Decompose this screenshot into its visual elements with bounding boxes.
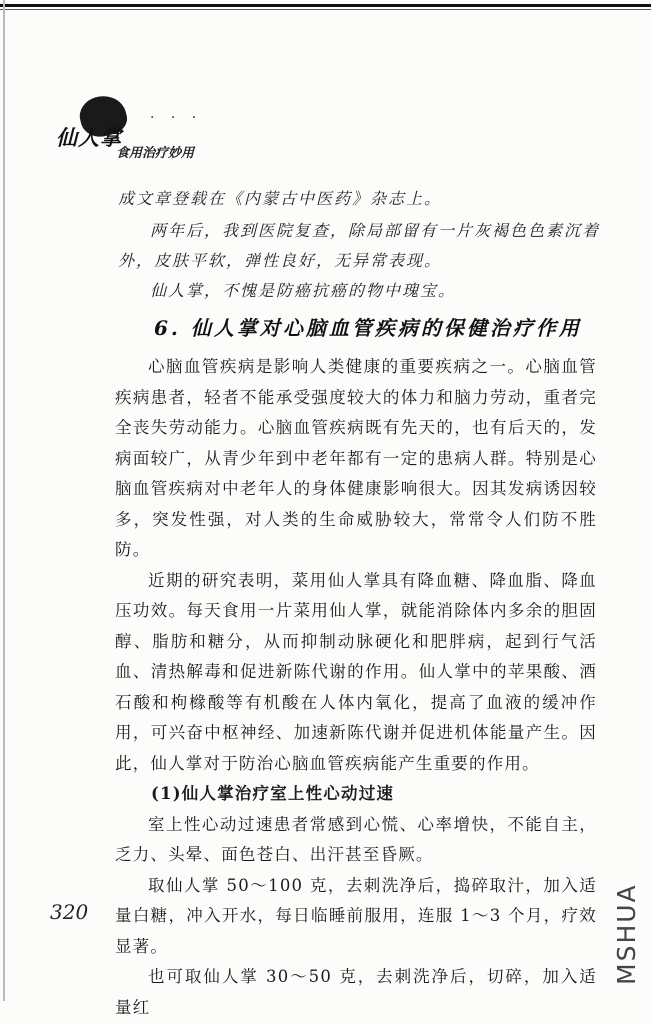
top-rule-thin bbox=[0, 9, 651, 10]
page-number: 320 bbox=[50, 900, 89, 924]
top-rule bbox=[0, 4, 651, 7]
logo-dots: · · · bbox=[150, 110, 203, 126]
text-line: 外，皮肤平软，弹性良好，无异常表现。 bbox=[118, 251, 443, 270]
subheading: (1)仙人掌治疗室上性心动过速 bbox=[151, 784, 395, 803]
watermark: MSHUA bbox=[612, 883, 641, 985]
paragraph: 也可取仙人掌 30～50 克，去刺洗净后，切碎，加入适量红 bbox=[115, 967, 597, 1017]
section-body bbox=[115, 352, 597, 1023]
text-line: 两年后，我到医院复查，除局部留有一片灰褐色色素沉着 bbox=[150, 221, 601, 240]
paragraph: 室上性心动过速患者常感到心慌、心率增快，不能自主，乏力、头晕、面色苍白、出汗甚至昏厥。 bbox=[115, 814, 597, 864]
page-edge bbox=[3, 0, 5, 1001]
text-line: 仙人掌，不愧是防癌抗癌的物中瑰宝。 bbox=[150, 281, 457, 300]
book-logo bbox=[50, 92, 240, 172]
book-title: 仙人掌 bbox=[56, 125, 122, 150]
text-line: 成文章登载在《内蒙古中医药》杂志上。 bbox=[118, 189, 443, 208]
paragraph: 取仙人掌 50～100 克，去刺洗净后，捣碎取汁，加入适量白糖，冲入开水，每日临睡前服用，连服 1～3 个月，疗效显著。 bbox=[115, 875, 597, 956]
paragraph: 近期的研究表明，菜用仙人掌具有降血糖、降血脂、降血压功效。每天食用一片菜用仙人掌，就能消除体内多余的胆固醇、脂肪和糖分，从而抑制动脉硬化和肥胖病，起到行气活血、清热解毒和促进新陈代谢的作用。仙人掌中的苹果酸、酒石酸和枸橼酸等有机酸在人体内氧化，提高了血液的缓冲作用，可兴奋中枢神经、加速新陈代谢并促进机体能量产生。因此，仙人掌对于防治心脑血管疾病能产生重要的作用。 bbox=[115, 570, 597, 773]
book-subtitle: 食用治疗妙用 bbox=[116, 146, 195, 161]
paragraph: 心脑血管疾病是影响人类健康的重要疾病之一。心脑血管疾病患者，轻者不能承受强度较大的体力和脑力劳动，重者完全丧失劳动能力。心脑血管疾病既有先天的，也有后天的，发病面较广，从青少年到中老年都有一定的患病人群。特别是心脑血管疾病对中老年人的身体健康影响很大。因其发病诱因较多，突发性强，对人类的生命威胁较大，常常令人们防不胜防。 bbox=[115, 357, 597, 559]
section-heading: 6. 仙人掌对心脑血管疾病的保健治疗作用 bbox=[154, 316, 582, 340]
